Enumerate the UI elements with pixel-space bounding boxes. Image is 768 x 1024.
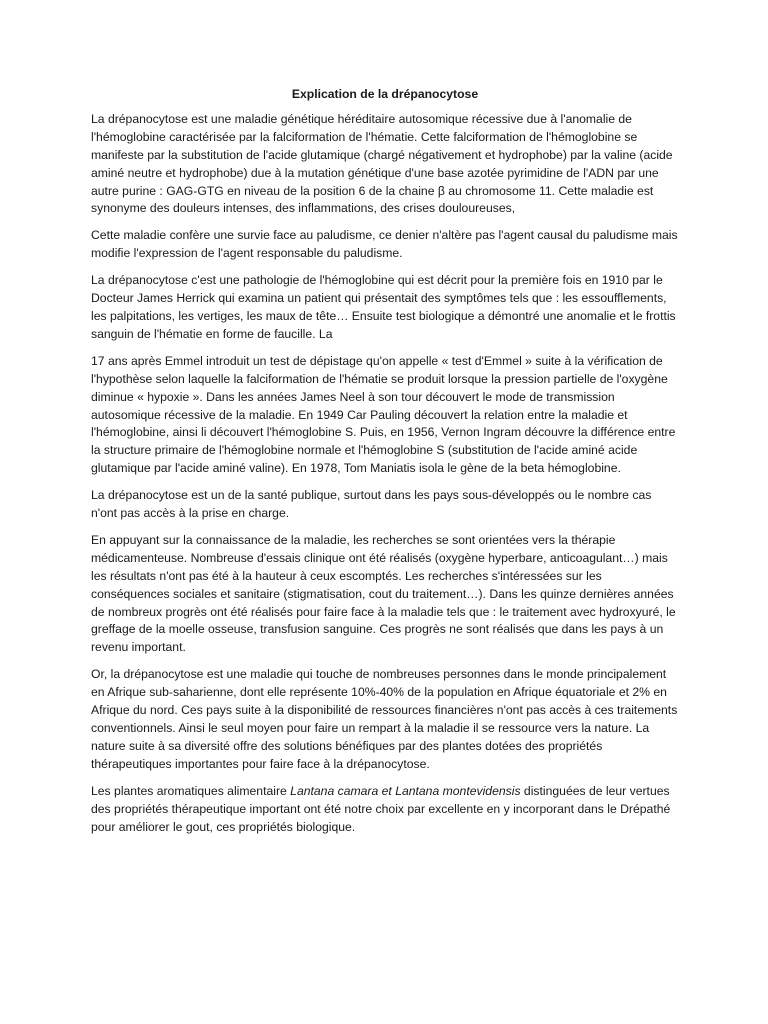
document-title: Explication de la drépanocytose [291,87,479,101]
paragraph-plants-start: Les plantes aromatiques alimentaire [91,783,291,798]
paragraph-plants-end: distinguées de leur vertues des propriétés thérapeutique important ont été notre choix par excellente en y incorporant dans le Drépathé pour améliorer le gout, ces propriétés biologique. [91,783,671,834]
paragraph-malaria: Cette maladie confère une survie face au paludisme, ce denier n'altère pas l'agent causal du paludisme mais modifie l'expression de l'agent responsable du paludisme. [91,228,678,261]
paragraph-definition: La drépanocytose est une maladie génétique héréditaire autosomique récessive due à l'anomalie de l'hémoglobine caractérisée par la falciformation de l'hématie. Cette falciformation de l'hémoglobine se manifeste par la substitution de l'acide glutamique (chargé négativement et hydrophobe) par la valine (acide aminé neutre et hydrophobe) due à la mutation génétique d'une base azotée pyrimidine de l'ADN par une autre purine : GAG-GTG en niveau de la position 6 de la chaine β au chromosome 11. Cette maladie est synonyme des douleurs intenses, des inflammations, des crises douloureuses, [91,111,673,216]
plant-species-names: Lantana camara et Lantana montevidensis [290,783,521,798]
paragraph-plants [91,783,679,837]
paragraph-discoveries: 17 ans après Emmel introduit un test de dépistage qu'on appelle « test d'Emmel » suite à la vérification de l'hypothèse selon laquelle la falciformation de l'hématie se produit lorsque la pression partielle de l'oxygène diminue « hypoxie ». Dans les années James Neel à son tour découvert le mode de transmission autosomique récessive de la maladie. En 1949 Car Pauling découvert la relation entre la maladie et l'hémoglobine, ainsi li découvert l'hémoglobine S. Puis, en 1956, Vernon Ingram découvre la différence entre la structure primaire de l'hémoglobine normale et l'hémoglobine S (substitution de l'acide aminé acide glutamique par l'acide aminé valine). En 1978, Tom Maniatis isola le gène de la beta hémoglobine. [91,353,676,476]
paragraph-research: En appuyant sur la connaissance de la maladie, les recherches se sont orientées vers la thérapie médicamenteuse. Nombreuse d'essais clinique ont été réalisés (oxygène hyperbare, anticoagulant…) mais les résultats n'ont pas été à la hauteur à ceux escomptés. Les recherches s'intéressées sur les conséquences sociales et sanitaire (stigmatisation, cout du traitement…). Dans les quinze dernières années de nombreux progrès ont été réalisés pour faire face à la maladie tels que : le traitement avec hydroxyuré, le greffage de la moelle osseuse, transfusion sanguine. Ces progrès ne sont réalisés que dans les pays à un revenu important. [91,532,676,655]
paragraph-africa: Or, la drépanocytose est une maladie qui touche de nombreuses personnes dans le monde principalement en Afrique sub-saharienne, dont elle représente 10%-40% de la population en Afrique équatoriale et 2% en Afrique du nord. Ces pays suite à la disponibilité de ressources financières n'ont pas accès à ces traitements conventionnels. Ainsi le seul moyen pour faire un rempart à la maladie il se ressource vers la nature. La nature suite à sa diversité offre des solutions bénéfiques par des plantes dotées des propriétés thérapeutiques importantes pour faire face à la drépanocytose. [91,667,678,771]
paragraph-history: La drépanocytose c'est une pathologie de l'hémoglobine qui est décrit pour la première fois en 1910 par le Docteur James Herrick qui examina un patient qui présentait des symptômes tels que : les essoufflements, les palpitations, les vertiges, les maux de tête… Ensuite test biologique a démontré une anomalie et le frottis sanguin de l'hématie en forme de faucille. La [91,273,676,341]
document-body [91,86,679,845]
paragraph-public-health: La drépanocytose est un de la santé publique, surtout dans les pays sous-développés ou le nombre cas n'ont pas accès à la prise en charge. [91,488,652,521]
